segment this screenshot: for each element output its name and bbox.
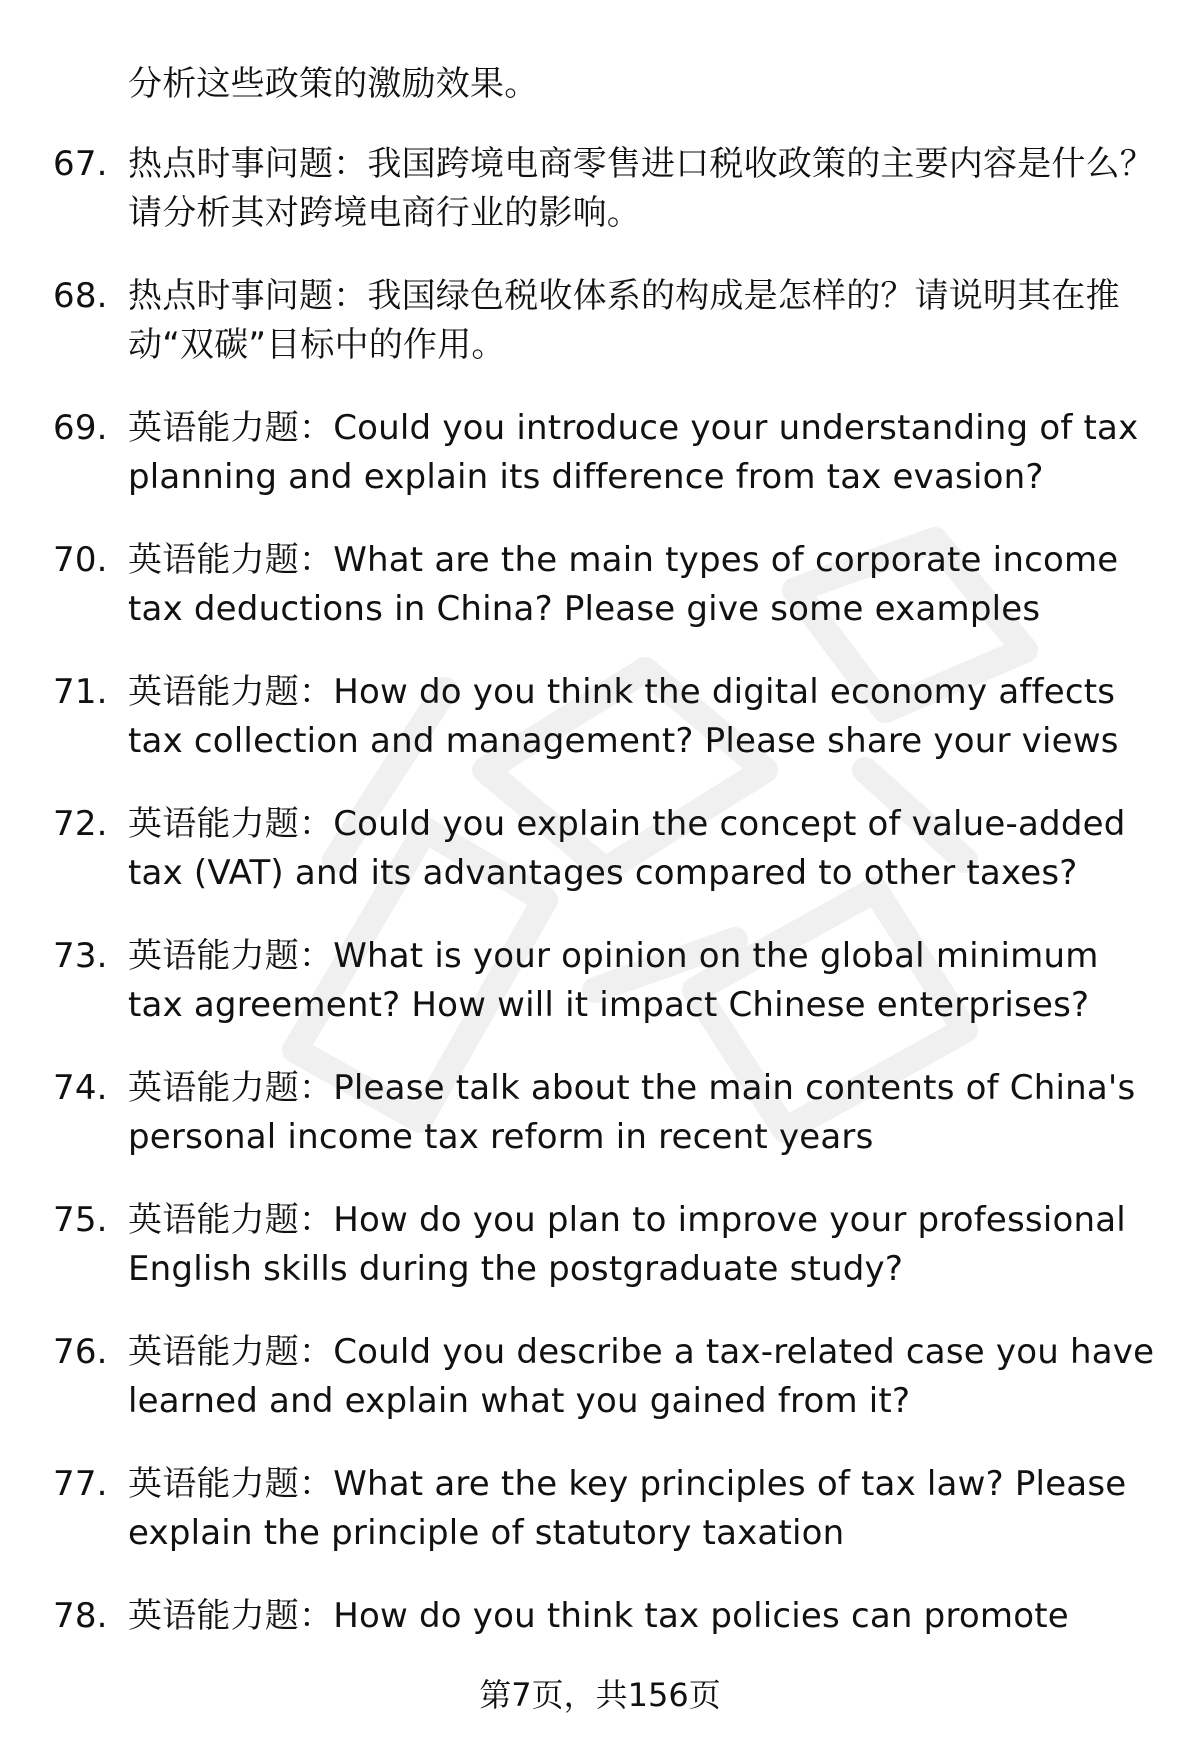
question-number: 78. [53, 1596, 108, 1636]
question-number: 69. [53, 408, 108, 448]
question-text: 英语能力题：How do you think the digital economy affects tax collection and management? Please share your views [128, 672, 1119, 761]
question-text: 英语能力题：How do you think tax policies can promote [128, 1596, 1069, 1636]
question-number: 74. [53, 1068, 108, 1108]
question-text: 热点时事问题：我国绿色税收体系的构成是怎样的？请说明其在推动“双碳”目标中的作用。 [128, 276, 1120, 365]
question-text: 英语能力题：What are the main types of corporate income tax deductions in China? Please give some examples [128, 540, 1119, 629]
question-number: 76. [53, 1332, 108, 1372]
question-text: 英语能力题：Could you introduce your understanding of tax planning and explain its difference from tax evasion? [128, 408, 1139, 497]
question-number: 68. [53, 276, 108, 316]
question-number: 71. [53, 672, 108, 712]
question-text: 英语能力题：How do you plan to improve your professional English skills during the postgraduate study? [128, 1200, 1126, 1289]
question-number: 77. [53, 1464, 108, 1504]
question-number: 73. [53, 936, 108, 976]
question-text: 英语能力题：Please talk about the main contents of China's personal income tax reform in recent years [128, 1068, 1136, 1157]
question-text: 英语能力题：What are the key principles of tax law? Please explain the principle of statutory taxation [128, 1464, 1127, 1553]
question-text: 热点时事问题：我国跨境电商零售进口税收政策的主要内容是什么？请分析其对跨境电商行业的影响。 [128, 144, 1154, 233]
question-text: 英语能力题：Could you describe a tax-related case you have learned and explain what you gained from it? [128, 1332, 1155, 1421]
question-text: 英语能力题：What is your opinion on the global minimum tax agreement? How will it impact Chinese enterprises? [128, 936, 1099, 1025]
question-number: 75. [53, 1200, 108, 1240]
page-footer: 第7页，共156页 [479, 1676, 721, 1714]
question-number: 72. [53, 804, 108, 844]
continued-paragraph: 分析这些政策的激励效果。 [128, 64, 539, 104]
question-number: 70. [53, 540, 108, 580]
question-number: 67. [53, 144, 108, 184]
question-text: 英语能力题：Could you explain the concept of value-added tax (VAT) and its advantages compared to other taxes? [128, 804, 1126, 893]
